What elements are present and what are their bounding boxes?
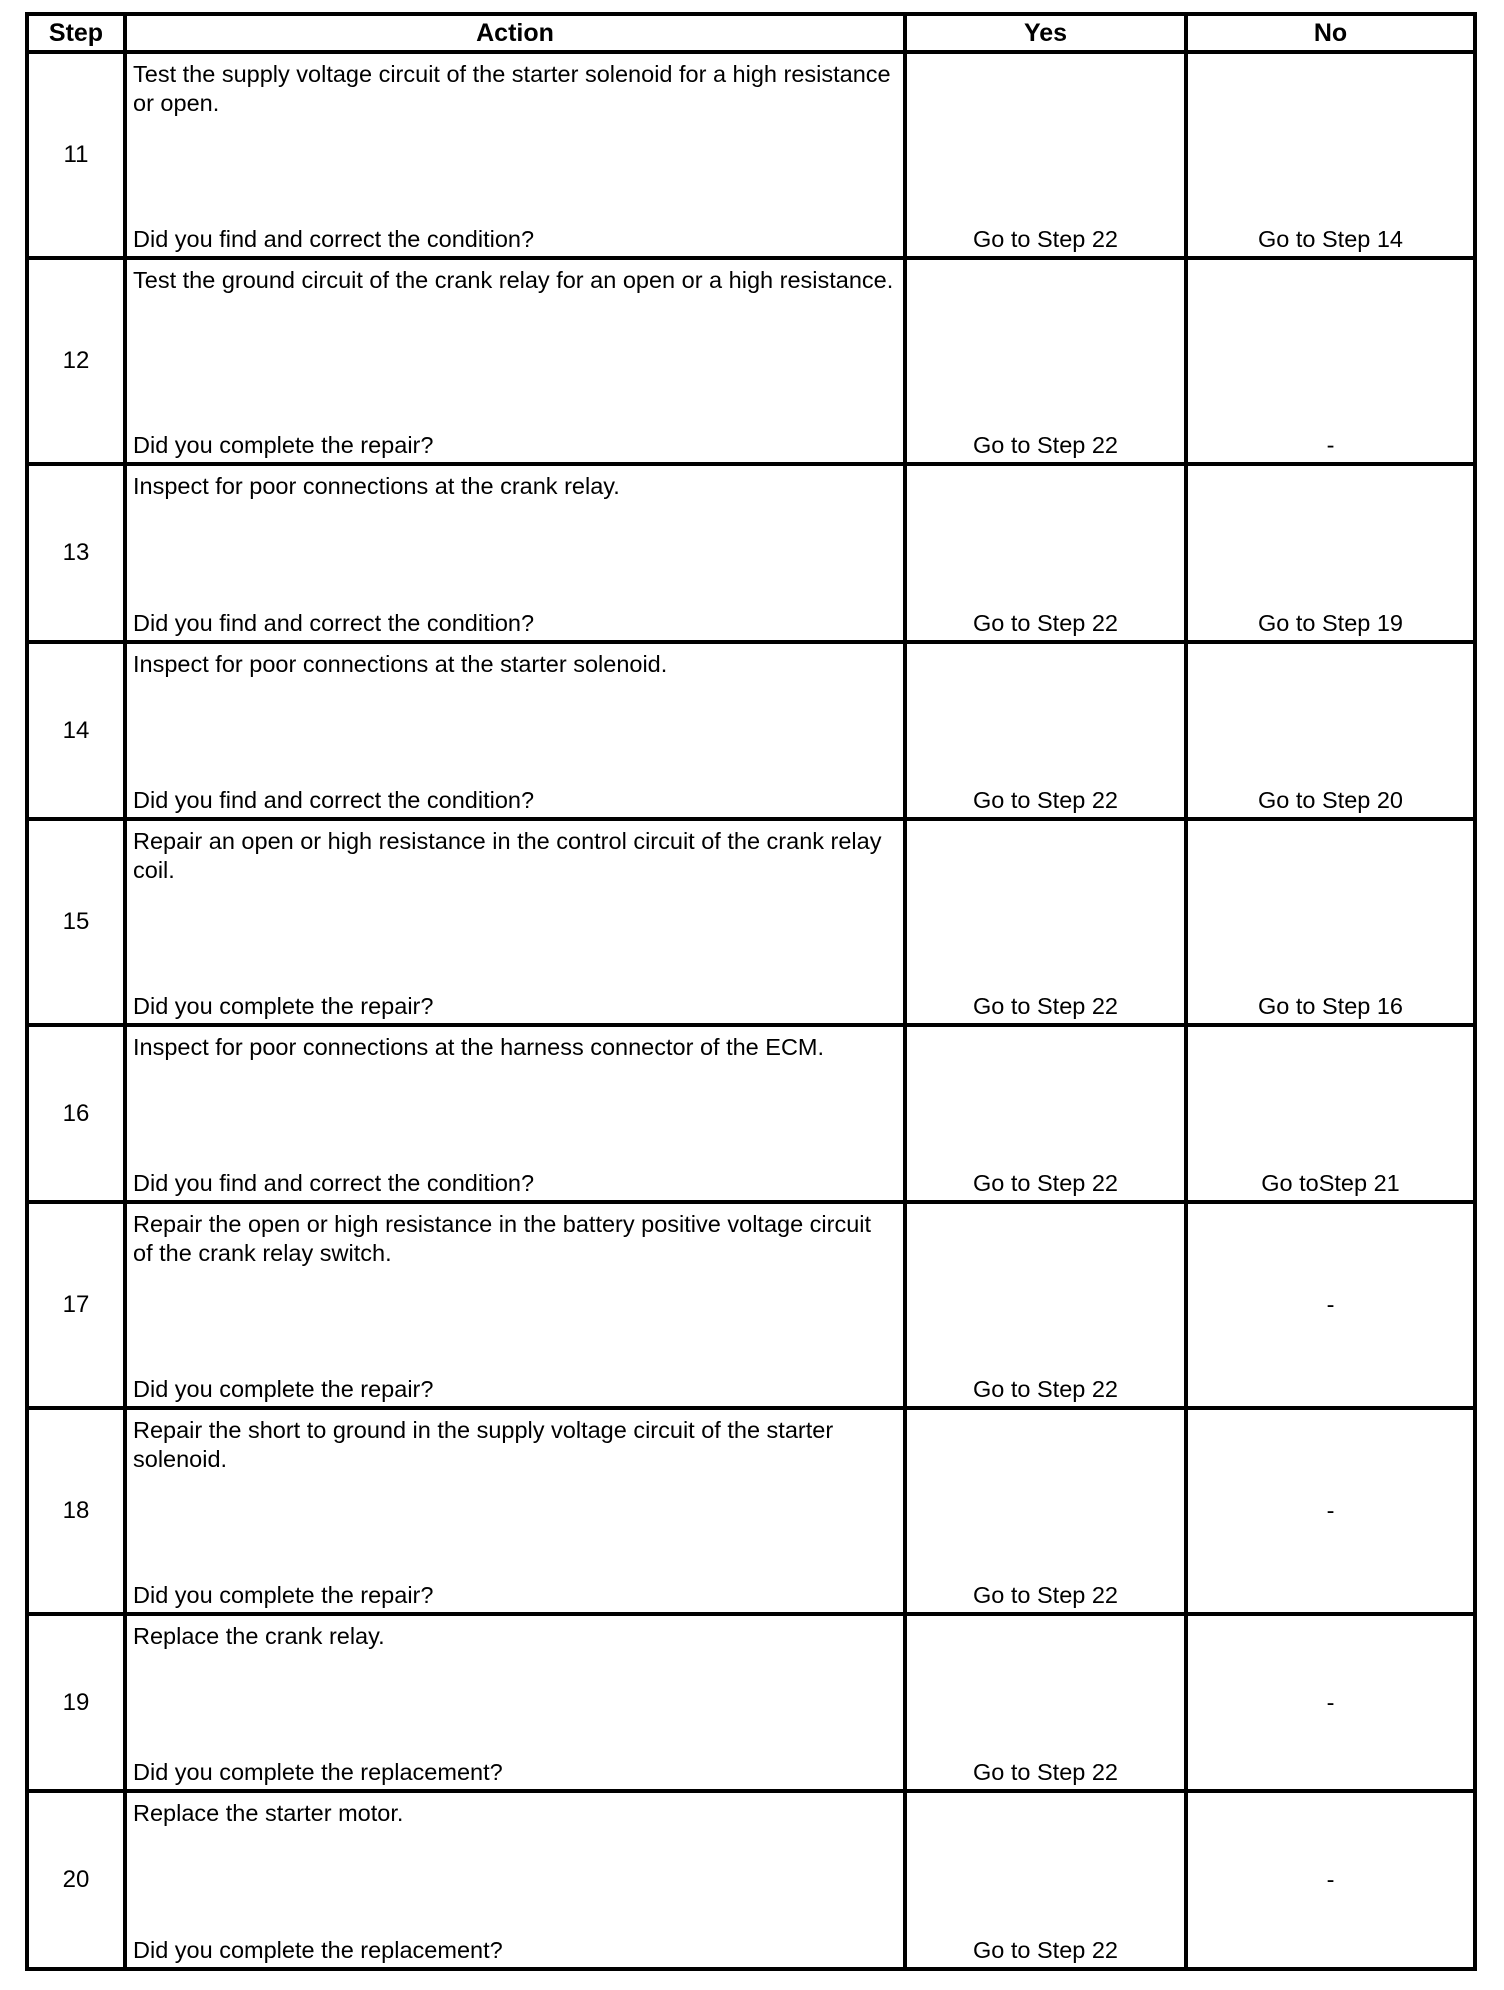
- step-number: 16: [27, 1025, 125, 1202]
- action-question: Did you find and correct the condition?: [133, 1170, 535, 1196]
- yes-result: Go to Step 22: [972, 993, 1119, 1019]
- action-instruction: Replace the crank relay.: [133, 1623, 385, 1649]
- yes-result: Go to Step 22: [972, 1937, 1119, 1963]
- table-row: [27, 642, 1475, 819]
- action-question: Did you complete the replacement?: [133, 1759, 503, 1785]
- action-instruction: Repair the short to ground in the supply voltage circuit of the starter solenoid.: [133, 1417, 834, 1472]
- yes-cell: [905, 819, 1186, 1025]
- no-result: -: [1326, 1689, 1335, 1715]
- yes-cell: [905, 1202, 1186, 1408]
- action-cell: [125, 1202, 905, 1408]
- table-row: [27, 1202, 1475, 1408]
- step-number: 20: [27, 1791, 125, 1969]
- step-number: 14: [27, 642, 125, 819]
- no-cell: [1186, 1791, 1475, 1969]
- step-number: 17: [27, 1202, 125, 1408]
- action-question: Did you complete the repair?: [133, 1582, 434, 1608]
- no-result: Go to Step 20: [1257, 787, 1404, 813]
- yes-result: Go to Step 22: [972, 787, 1119, 813]
- action-cell: [125, 1791, 905, 1969]
- yes-cell: [905, 1025, 1186, 1202]
- table-row: [27, 464, 1475, 642]
- action-question: Did you complete the repair?: [133, 432, 434, 458]
- step-number: 18: [27, 1408, 125, 1614]
- no-result: Go to Step 19: [1257, 610, 1404, 636]
- action-instruction: Inspect for poor connections at the starter solenoid.: [133, 651, 668, 677]
- no-result: Go to Step 16: [1257, 993, 1404, 1019]
- yes-cell: [905, 52, 1186, 258]
- no-cell: [1186, 1408, 1475, 1614]
- no-cell: [1186, 819, 1475, 1025]
- action-cell: [125, 258, 905, 464]
- step-number: 13: [27, 464, 125, 642]
- table-row: [27, 52, 1475, 258]
- no-cell: [1186, 52, 1475, 258]
- no-result: -: [1326, 1291, 1335, 1318]
- action-cell: [125, 464, 905, 642]
- step-number: 15: [27, 819, 125, 1025]
- yes-result: Go to Step 22: [972, 1376, 1119, 1402]
- yes-cell: [905, 642, 1186, 819]
- action-question: Did you find and correct the condition?: [133, 226, 535, 252]
- action-instruction: Test the ground circuit of the crank relay for an open or a high resistance.: [133, 267, 894, 293]
- step-number: 19: [27, 1614, 125, 1791]
- yes-result: Go to Step 22: [972, 1759, 1119, 1785]
- action-question: Did you complete the repair?: [133, 1376, 434, 1402]
- action-instruction: Repair the open or high resistance in the battery positive voltage circuit of the crank relay switch.: [133, 1211, 872, 1266]
- no-result: -: [1326, 432, 1335, 458]
- action-question: Did you find and correct the condition?: [133, 787, 535, 813]
- action-instruction: Replace the starter motor.: [133, 1800, 404, 1826]
- table-row: [27, 1614, 1475, 1791]
- yes-result: Go to Step 22: [972, 1582, 1119, 1608]
- table-row: [27, 258, 1475, 464]
- yes-result: Go to Step 22: [972, 610, 1119, 636]
- yes-cell: [905, 1791, 1186, 1969]
- step-number: 11: [27, 52, 125, 258]
- yes-result: Go to Step 22: [972, 432, 1119, 458]
- no-result: Go to Step 14: [1257, 226, 1404, 252]
- no-cell: [1186, 258, 1475, 464]
- yes-cell: [905, 258, 1186, 464]
- step-number: 12: [27, 258, 125, 464]
- action-question: Did you complete the replacement?: [133, 1937, 503, 1963]
- yes-result: Go to Step 22: [972, 1170, 1119, 1196]
- no-cell: [1186, 1025, 1475, 1202]
- action-cell: [125, 819, 905, 1025]
- yes-cell: [905, 1408, 1186, 1614]
- action-instruction: Repair an open or high resistance in the control circuit of the crank relay coil.: [133, 828, 882, 883]
- action-question: Did you find and correct the condition?: [133, 610, 535, 636]
- no-result: -: [1326, 1866, 1335, 1893]
- action-instruction: Inspect for poor connections at the crank relay.: [133, 473, 620, 499]
- no-cell: [1186, 1614, 1475, 1791]
- no-cell: [1186, 464, 1475, 642]
- action-cell: [125, 1614, 905, 1791]
- table-row: [27, 1791, 1475, 1969]
- no-cell: [1186, 1202, 1475, 1408]
- action-cell: [125, 1408, 905, 1614]
- yes-result: Go to Step 22: [972, 226, 1119, 252]
- header-row: [27, 14, 1475, 52]
- diagnostic-table: [25, 12, 1477, 1971]
- action-cell: [125, 1025, 905, 1202]
- no-cell: [1186, 642, 1475, 819]
- yes-cell: [905, 1614, 1186, 1791]
- header-yes: Yes: [905, 14, 1186, 52]
- header-step: Step: [27, 14, 125, 52]
- action-question: Did you complete the repair?: [133, 993, 434, 1019]
- table-row: [27, 1025, 1475, 1202]
- header-action: Action: [125, 14, 905, 52]
- yes-cell: [905, 464, 1186, 642]
- header-no: No: [1186, 14, 1475, 52]
- table-row: [27, 1408, 1475, 1614]
- action-instruction: Test the supply voltage circuit of the starter solenoid for a high resistance or open.: [133, 61, 891, 116]
- no-result: Go toStep 21: [1261, 1170, 1400, 1196]
- action-instruction: Inspect for poor connections at the harness connector of the ECM.: [133, 1034, 825, 1060]
- table-row: [27, 819, 1475, 1025]
- action-cell: [125, 642, 905, 819]
- action-cell: [125, 52, 905, 258]
- no-result: -: [1326, 1497, 1335, 1524]
